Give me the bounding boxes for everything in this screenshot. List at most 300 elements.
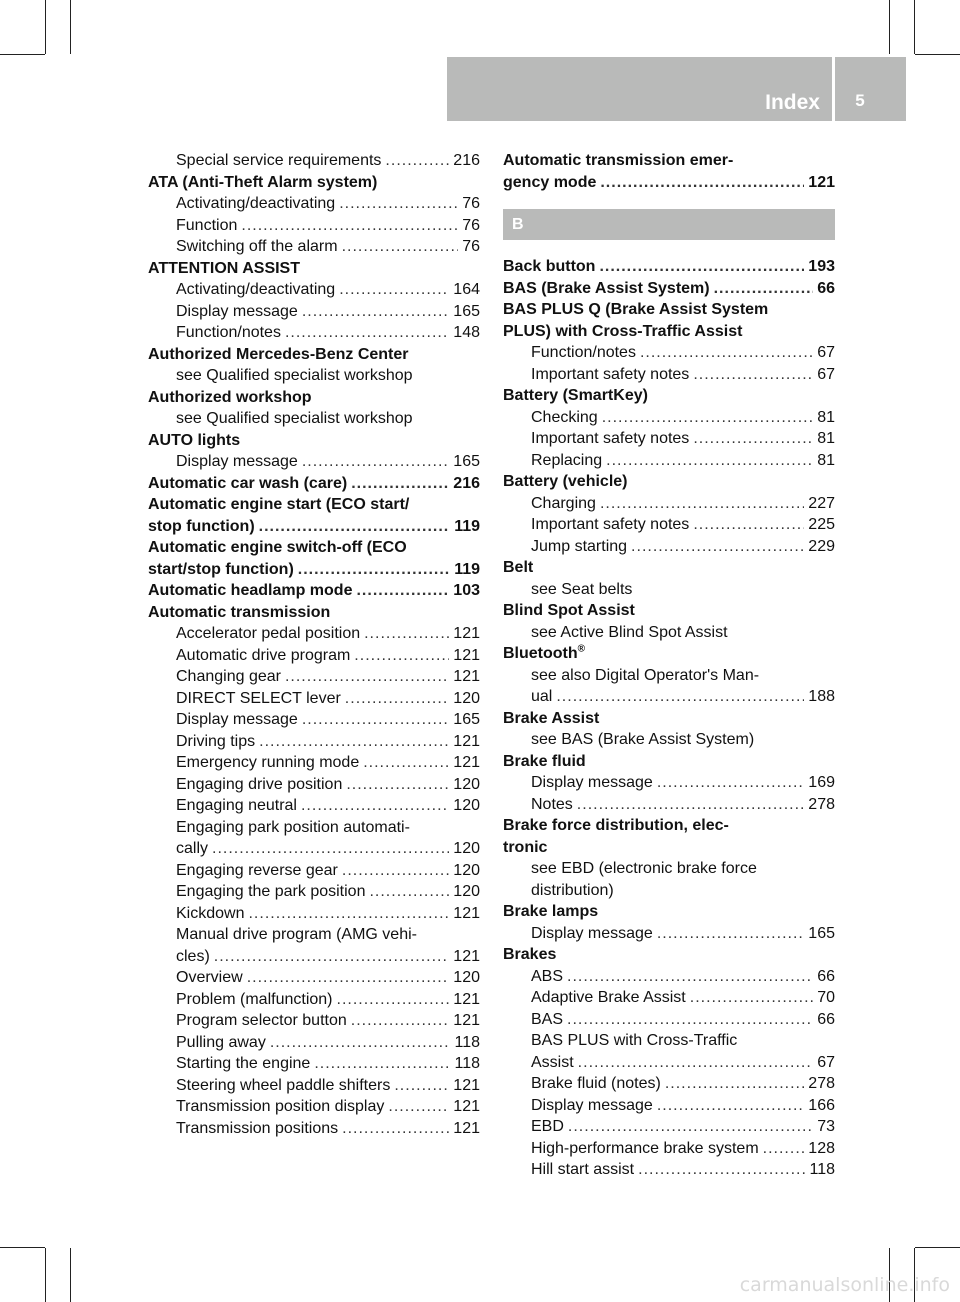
sub-entry [148,215,480,237]
crop-mark [70,0,71,54]
entry-heading [148,172,480,194]
index-entry [503,385,835,471]
dot-leader [285,322,449,344]
entry-text: Important safety notes [531,430,690,447]
sub-entry [148,451,480,473]
dot-leader [665,1073,804,1095]
dot-leader [351,1010,450,1032]
page-reference: 121 [453,947,480,965]
page-reference: 73 [817,1118,835,1135]
entry-text: distribution) [531,881,614,899]
entry-heading-text: Battery (vehicle) [503,473,628,490]
dot-leader [342,1118,449,1140]
entry-text: Display message [531,1096,653,1114]
page-title: Index [765,91,820,114]
dot-leader [214,946,450,968]
index-entry [148,430,480,473]
index-entry [148,172,480,258]
index-entry [503,150,835,193]
page-reference: 120 [453,969,480,986]
entry-text: Steering wheel paddle shifters [176,1076,391,1094]
entry-text: see also Digital Operator's Man- [531,666,760,684]
sub-entry [503,1052,835,1074]
dot-leader [606,450,813,472]
entry-text: BAS (Brake Assist System) [503,279,710,297]
section-letter: B [512,216,524,233]
page-reference: 119 [454,517,480,535]
crop-mark [889,0,890,54]
entry-title-line [148,537,480,559]
page-reference: 229 [808,537,835,555]
entry-text: Emergency running mode [176,754,360,771]
entry-heading-text: Battery (SmartKey) [503,387,648,404]
entry-text: Engaging neutral [176,797,297,814]
dot-leader [259,731,449,753]
sub-entry [503,536,835,558]
page-reference: 118 [809,1161,835,1178]
sub-entry [503,1030,835,1052]
entry-text: Automatic transmission emer- [503,152,734,169]
entry-text: Checking [531,408,598,426]
index-entry [503,557,835,600]
page-reference: 67 [817,1053,835,1071]
dot-leader [339,193,458,215]
sub-entry [503,729,835,751]
entry-text: Function/notes [176,324,281,341]
entry-title-line [503,172,835,194]
page-reference: 121 [453,1012,480,1029]
sub-entry [503,493,835,515]
index-entry [503,944,835,1181]
dot-leader [599,256,804,278]
dot-leader [248,903,449,925]
sub-entry [503,1116,835,1138]
dot-leader [339,279,449,301]
page-reference: 120 [453,689,480,707]
entry-text: Display message [531,774,653,791]
sub-entry [148,731,480,753]
page-reference: 121 [453,1076,480,1094]
section-letter-bar [503,209,835,240]
dot-leader [302,301,449,323]
page-reference: 128 [808,1139,835,1157]
sub-entry [148,946,480,968]
dot-leader [270,1032,451,1054]
dot-leader [693,428,813,450]
entry-text: see EBD (electronic brake force [531,860,757,877]
dot-leader [385,150,449,172]
page-reference: 216 [453,152,480,169]
sub-entry [148,1053,480,1075]
dot-leader [693,514,804,536]
page-reference: 193 [808,258,835,275]
index-column-right [503,150,835,1181]
page-reference: 118 [454,1033,480,1051]
dot-leader [602,407,814,429]
entry-text: Activating/deactivating [176,281,336,298]
crop-mark [914,0,915,54]
entry-heading [148,344,480,366]
entry-text: see Qualified specialist workshop [176,410,413,427]
entry-heading-text: Authorized workshop [148,388,312,406]
dot-leader [763,1138,805,1160]
sub-entry [503,794,835,816]
page-reference: 67 [817,365,835,383]
index-entry [148,494,480,537]
page-reference: 121 [453,1098,480,1115]
index-entry [148,537,480,580]
sub-entry [148,1075,480,1097]
entry-heading-text: AUTO lights [148,431,241,449]
dot-leader [354,645,449,667]
entry-text: BAS PLUS with Cross-Traffic [531,1032,738,1049]
sub-entry [148,322,480,344]
page-reference: 278 [808,1075,835,1092]
sub-entry [148,623,480,645]
entry-text: Driving tips [176,732,256,750]
entry-title-line [148,473,480,495]
entry-text: cles) [176,947,210,965]
dot-leader [302,451,449,473]
dot-leader [342,860,449,882]
entry-text: Display message [176,302,298,320]
sub-entry [148,193,480,215]
index-entry [148,344,480,387]
entry-heading [503,600,835,622]
index-entry [503,708,835,751]
page-reference: 119 [454,560,480,578]
entry-heading [503,471,835,493]
page-reference: 120 [453,775,480,793]
sub-entry [148,752,480,774]
entry-title-line [503,299,835,321]
entry-text: Engaging reverse gear [176,861,338,879]
entry-title-line [503,278,835,300]
sub-entry [503,450,835,472]
entry-text: Automatic engine start (ECO start/ [148,496,410,513]
sub-entry [503,686,835,708]
page-reference: 165 [453,302,480,320]
page-reference: 118 [454,1055,480,1072]
entry-title-line [148,516,480,538]
sub-entry [148,709,480,731]
sub-entry [148,408,480,430]
entry-heading-text: Authorized Mercedes-Benz Center [148,345,409,363]
dot-leader [241,215,458,237]
entry-heading-text: Brake lamps [503,903,599,920]
entry-text: Pulling away [176,1033,266,1051]
page-reference: 216 [453,474,480,492]
sub-entry [148,795,480,817]
page-reference: 81 [817,408,835,426]
entry-text: Transmission positions [176,1119,339,1137]
entry-heading-text: Bluetooth [503,645,578,662]
page-reference: 166 [808,1096,835,1114]
entry-text: Engaging the park position [176,883,366,900]
entry-text: Display message [531,924,653,942]
dot-leader [302,709,449,731]
sub-entry [503,880,835,902]
index-entry [503,278,835,300]
sub-entry [148,150,480,172]
dot-leader [301,795,449,817]
page-reference: 121 [453,625,480,642]
sub-entry [148,236,480,258]
page-reference: 76 [462,195,480,212]
sub-entry [503,987,835,1009]
entry-text: Jump starting [531,537,628,555]
entry-title-line [148,580,480,602]
entry-text: stop function) [148,517,255,535]
dot-leader [556,686,804,708]
dot-leader [356,580,449,602]
dot-leader [640,342,813,364]
crop-mark [45,0,46,54]
sub-entry [503,1138,835,1160]
entry-text: Brake force distribution, elec- [503,817,729,834]
entry-heading [503,385,835,407]
page-number: 5 [855,91,865,110]
index-entry [148,602,480,1140]
page-reference: 120 [453,861,480,879]
page-reference: 103 [453,582,480,599]
page-reference: 278 [808,795,835,813]
dot-leader [394,1075,449,1097]
dot-leader [337,989,450,1011]
sub-entry [148,279,480,301]
entry-text: Activating/deactivating [176,195,336,212]
page-reference: 66 [817,279,835,297]
page-reference: 120 [453,797,480,814]
sub-entry [503,923,835,945]
dot-leader [690,987,813,1009]
entry-text: BAS [531,1010,564,1028]
sub-entry [503,858,835,880]
page-reference: 76 [462,216,480,234]
page-reference: 165 [808,924,835,942]
index-entry [148,580,480,602]
page-reference: 121 [453,732,480,750]
entry-text: see Qualified specialist workshop [176,367,413,384]
dot-leader [247,967,450,989]
page-reference: 121 [453,904,480,922]
dot-leader [351,473,449,495]
entry-text: Starting the engine [176,1055,311,1072]
sub-entry [148,666,480,688]
entry-text: Charging [531,494,596,512]
dot-leader [657,923,804,945]
entry-heading [503,944,835,966]
page-reference: 81 [817,430,835,447]
dot-leader [638,1159,805,1181]
page-reference: 121 [453,646,480,664]
dot-leader [346,774,449,796]
dot-leader [212,838,449,860]
dot-leader [657,1095,804,1117]
entry-heading [503,557,835,579]
sub-entry [503,428,835,450]
dot-leader [369,881,449,903]
entry-text: see Seat belts [531,580,633,598]
index-entry [503,299,835,385]
entry-text: EBD [531,1118,564,1135]
entry-heading [503,708,835,730]
index-entry [148,258,480,344]
entry-text: Assist [531,1053,574,1071]
index-entry [503,815,835,901]
index-entry [148,150,480,172]
sub-entry [503,966,835,988]
dot-leader [285,666,449,688]
entry-text: Problem (malfunction) [176,990,333,1008]
entry-text: Hill start assist [531,1161,635,1178]
index-entry [503,643,835,708]
entry-text: tronic [503,838,548,856]
entry-heading [148,387,480,409]
page-reference: 121 [453,990,480,1008]
sub-entry [148,989,480,1011]
index-entry [503,600,835,643]
entry-heading-text: Brake fluid [503,752,586,770]
sub-entry [503,407,835,429]
entry-title-line [148,559,480,581]
dot-leader [259,516,451,538]
entry-text: Program selector button [176,1012,347,1029]
entry-title-line [503,150,835,172]
dot-leader [577,794,805,816]
index-entry [503,751,835,816]
entry-text: ual [531,688,553,705]
page-reference: 165 [453,453,480,470]
sub-entry [148,688,480,710]
crop-mark [915,1247,960,1248]
dot-leader [388,1096,449,1118]
crop-mark [70,1248,71,1302]
page-reference: 225 [808,516,835,533]
dot-leader [567,966,813,988]
entry-text: Adaptive Brake Assist [531,989,686,1006]
entry-text: BAS PLUS Q (Brake Assist System [503,301,769,318]
page-reference: 121 [453,754,480,771]
crop-mark [0,1247,45,1248]
dot-leader [578,1052,814,1074]
sub-entry [503,772,835,794]
sub-entry [148,645,480,667]
dot-leader [657,772,804,794]
dot-leader [364,623,449,645]
sub-entry [148,817,480,839]
entry-heading-text: Automatic transmission [148,603,331,621]
entry-text: Function [176,216,238,234]
entry-text: DIRECT SELECT lever [176,689,341,707]
watermark: carmanualsonline.info [739,1274,950,1296]
sub-entry [148,1032,480,1054]
crop-mark [915,54,960,55]
entry-title-line [148,494,480,516]
entry-title-line [503,837,835,859]
dot-leader [693,364,813,386]
sub-entry [148,838,480,860]
sub-entry [503,579,835,601]
page-reference: 76 [462,238,480,255]
entry-text: Automatic drive program [176,646,351,664]
entry-title-line [503,256,835,278]
dot-leader [631,536,804,558]
entry-heading [503,901,835,923]
entry-text: Accelerator pedal position [176,625,361,642]
entry-text: start/stop function) [148,560,294,578]
page-reference: 164 [453,281,480,298]
entry-text: Switching off the alarm [176,238,338,255]
entry-text: Notes [531,795,573,813]
dot-leader [345,688,450,710]
entry-text: PLUS) with Cross-Traffic Assist [503,322,743,340]
page-header [447,57,906,121]
entry-text: Brake fluid (notes) [531,1075,661,1092]
entry-text: Display message [176,711,298,728]
entry-text: see Active Blind Spot Assist [531,623,728,641]
sub-entry [503,1095,835,1117]
dot-leader [363,752,449,774]
index-entry [503,471,835,557]
page-reference: 165 [453,711,480,728]
registered-mark: ® [577,643,586,655]
entry-heading-text: Blind Spot Assist [503,602,635,619]
entry-text: Replacing [531,451,603,469]
page-reference: 227 [808,494,835,512]
page-reference: 81 [817,451,835,469]
sub-entry [148,924,480,946]
sub-entry [503,514,835,536]
entry-text: ABS [531,967,564,985]
entry-text: cally [176,840,209,857]
sub-entry [503,665,835,687]
dot-leader [600,493,804,515]
entry-text: Display message [176,453,298,470]
page-reference: 121 [453,1119,480,1137]
dot-leader [714,278,814,300]
sub-entry [503,1009,835,1031]
dot-leader [567,1009,813,1031]
sub-entry [148,967,480,989]
entry-text: High-performance brake system [531,1139,759,1157]
page-reference: 120 [453,840,480,857]
page-reference: 121 [808,173,835,191]
page-reference: 67 [817,344,835,361]
entry-text: Important safety notes [531,365,690,383]
entry-text: Kickdown [176,904,245,922]
dot-leader [298,559,450,581]
sub-entry [148,881,480,903]
sub-entry [503,1073,835,1095]
sub-entry [148,774,480,796]
page-reference: 120 [453,883,480,900]
crop-mark [0,54,45,55]
sub-entry [148,1118,480,1140]
entry-text: Function/notes [531,344,636,361]
entry-heading-text: Belt [503,559,534,576]
entry-heading-text: Brakes [503,946,557,963]
index-entry [503,256,835,278]
dot-leader [314,1053,450,1075]
entry-text: Automatic engine switch-off (ECO [148,539,407,556]
page-reference: 148 [453,324,480,341]
sub-entry [503,622,835,644]
entry-title-line [503,815,835,837]
entry-text: Important safety notes [531,516,690,533]
entry-text: Overview [176,969,243,986]
page-reference: 188 [808,688,835,705]
